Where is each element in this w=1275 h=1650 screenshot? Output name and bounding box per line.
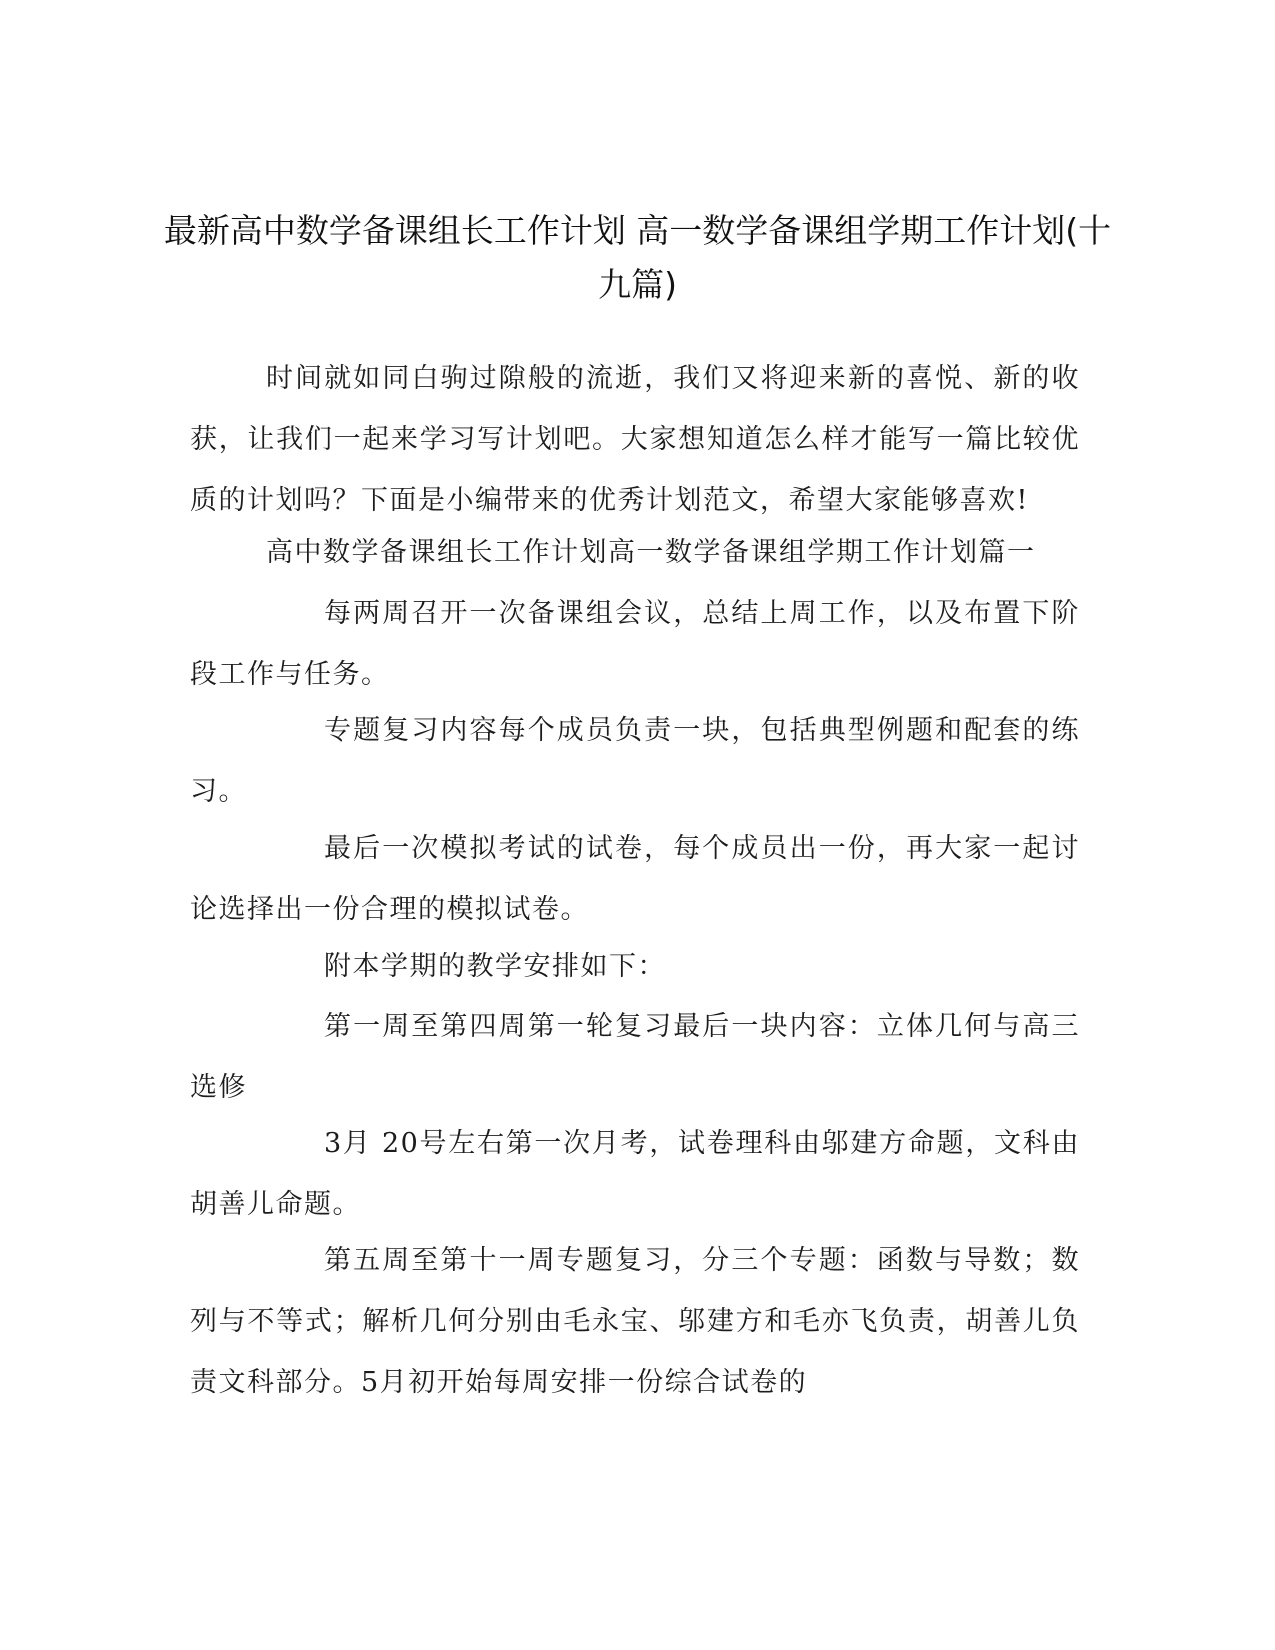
body-paragraph: 最后一次模拟考试的试卷，每个成员出一份，再大家一起讨论选择出一份合理的模拟试卷。 xyxy=(190,833,1080,925)
body-paragraph: 第五周至第十一周专题复习，分三个专题：函数与导数；数列与不等式；解析几何分别由毛永宝、邬建方和毛亦飞负责，胡善儿负责文科部分。5月初开始每周安排一份综合试卷的 xyxy=(190,1245,1080,1398)
body-paragraph: 附本学期的教学安排如下： xyxy=(324,951,666,982)
document-title: 最新高中数学备课组长工作计划 高一数学备课组学期工作计划(十九篇) xyxy=(163,211,1112,304)
body-paragraph: 每两周召开一次备课组会议，总结上周工作，以及布置下阶段工作与任务。 xyxy=(190,598,1080,690)
body-paragraph: 第一周至第四周第一轮复习最后一块内容：立体几何与高三选修 xyxy=(190,1011,1080,1103)
section-heading: 高中数学备课组长工作计划高一数学备课组学期工作计划篇一 xyxy=(266,537,1036,568)
body-paragraph: 专题复习内容每个成员负责一块，包括典型例题和配套的练习。 xyxy=(190,715,1080,807)
body-paragraph: 3月 20号左右第一次月考，试卷理科由邬建方命题，文科由胡善儿命题。 xyxy=(190,1128,1080,1220)
intro-paragraph: 时间就如同白驹过隙般的流逝，我们又将迎来新的喜悦、新的收获，让我们一起来学习写计划吧。大家想知道怎么样才能写一篇比较优质的计划吗？下面是小编带来的优秀计划范文，希望大家能够喜欢! xyxy=(190,363,1080,516)
